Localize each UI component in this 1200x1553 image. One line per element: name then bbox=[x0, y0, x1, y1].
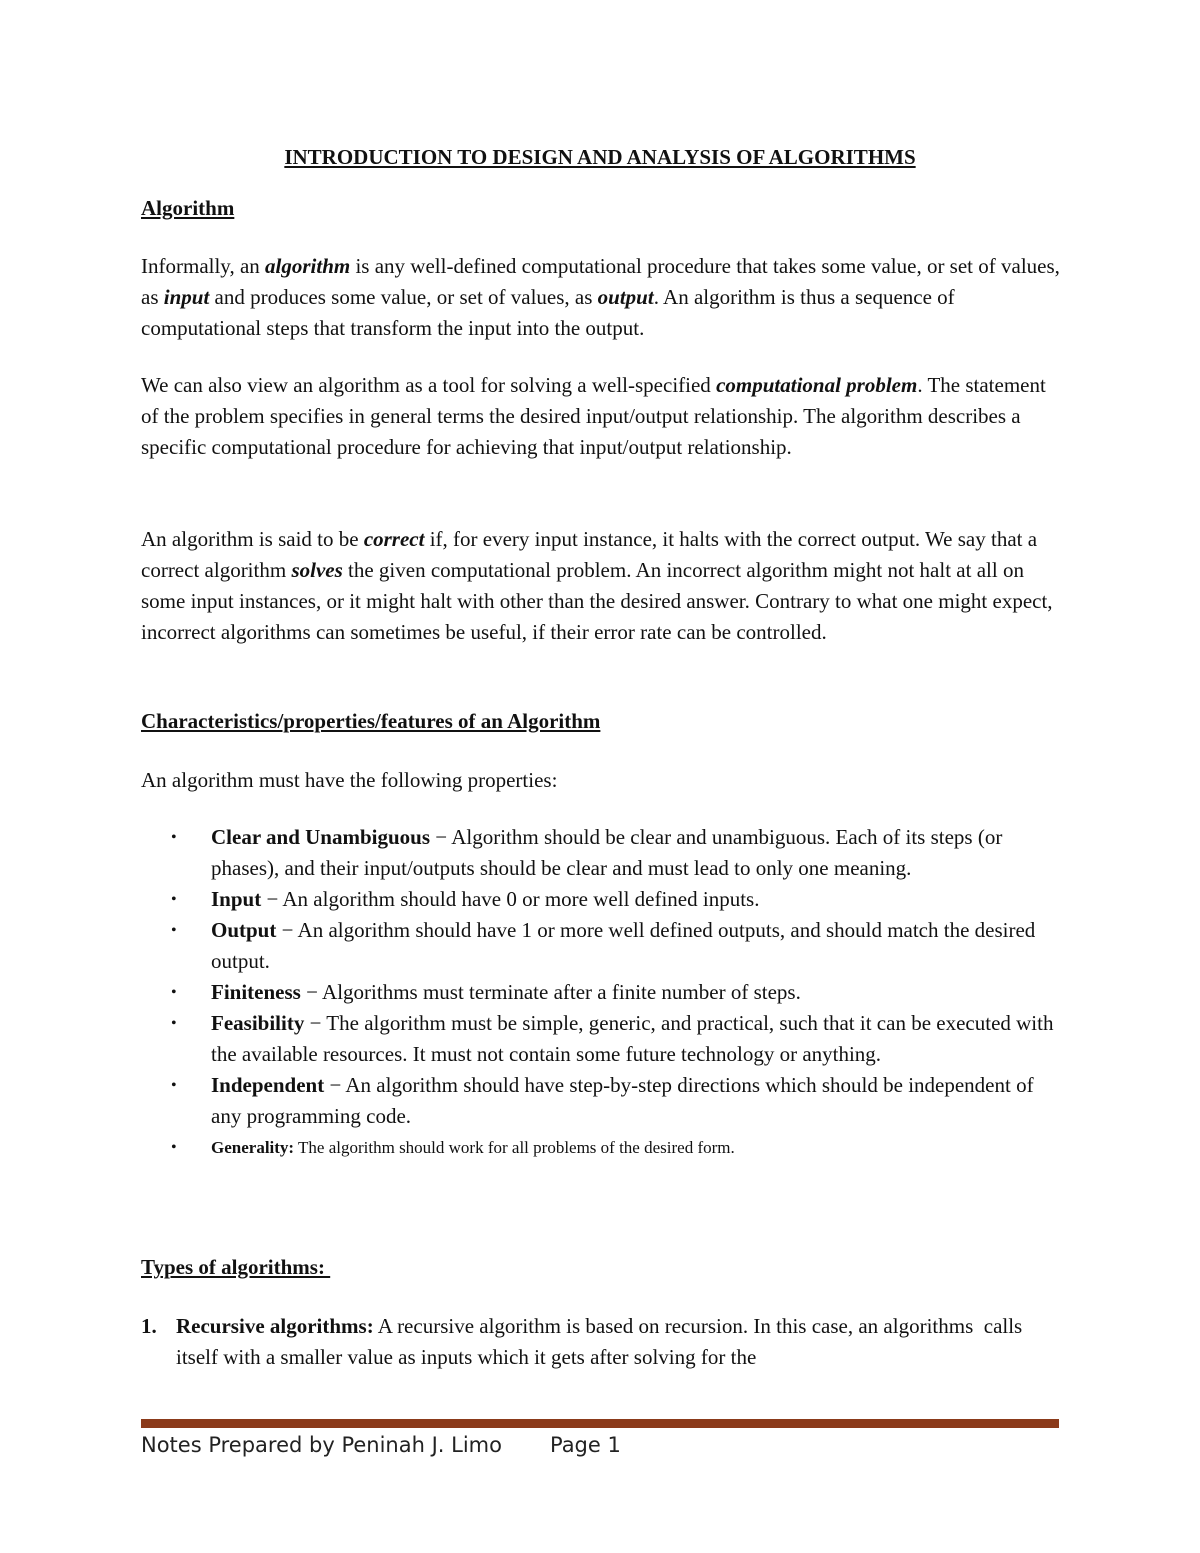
paragraph-computational-problem bbox=[141, 370, 1061, 463]
property-term: Clear and Unambiguous bbox=[211, 825, 431, 849]
list-item bbox=[141, 822, 1061, 884]
property-term: Independent bbox=[211, 1073, 325, 1097]
term-algorithm: algorithm bbox=[265, 254, 351, 278]
paragraph-correctness bbox=[141, 524, 1061, 648]
property-term: Output bbox=[211, 918, 277, 942]
property-text: − An algorithm should have step-by-step directions which should be independent of any programming code. bbox=[211, 1073, 1034, 1128]
paragraph-definition bbox=[141, 251, 1061, 344]
property-term: Feasibility bbox=[211, 1011, 305, 1035]
section-types bbox=[141, 1252, 1061, 1283]
property-term: Generality: bbox=[211, 1138, 295, 1157]
text-run: and produces some value, or set of values, as bbox=[209, 285, 598, 309]
section-algorithm bbox=[141, 193, 1061, 224]
bullet-icon: • bbox=[171, 829, 177, 846]
property-text: − Algorithms must terminate after a finite number of steps. bbox=[300, 980, 801, 1004]
property-text: − An algorithm should have 0 or more well defined inputs. bbox=[261, 887, 760, 911]
bullet-icon: • bbox=[171, 891, 177, 908]
list-item bbox=[141, 1070, 1061, 1132]
bullet-icon: • bbox=[171, 1077, 177, 1094]
term-correct: correct bbox=[363, 527, 425, 551]
text-run: We can also view an algorithm as a tool for solving a well-specified bbox=[141, 373, 717, 397]
footer-author: Notes Prepared by Peninah J. Limo bbox=[141, 1433, 502, 1457]
text-run: is any well-defined computational procedure that takes some value, or set of values, as bbox=[141, 254, 1060, 309]
list-item bbox=[141, 1311, 1061, 1373]
page-title: INTRODUCTION TO DESIGN AND ANALYSIS OF ALGORITHMS bbox=[284, 145, 916, 169]
types-list bbox=[141, 1311, 1061, 1373]
properties-intro bbox=[141, 765, 1061, 796]
text-run: An algorithm is said to be bbox=[141, 527, 364, 551]
section-heading: Algorithm bbox=[141, 196, 235, 220]
bullet-icon: • bbox=[171, 1139, 177, 1156]
section-heading: Types of algorithms: bbox=[141, 1255, 331, 1279]
text-run: Informally, an bbox=[141, 254, 266, 278]
term-computational-problem: computational problem bbox=[716, 373, 918, 397]
bullet-icon: • bbox=[171, 1015, 177, 1032]
page-footer bbox=[141, 1430, 621, 1461]
list-item bbox=[141, 977, 1061, 1008]
list-item bbox=[141, 1008, 1061, 1070]
footer-rule bbox=[141, 1419, 1059, 1428]
property-text: − The algorithm must be simple, generic, and practical, such that it can be executed with the available resources. It must not contain some future technology or anything. bbox=[211, 1011, 1054, 1066]
list-item bbox=[141, 915, 1061, 977]
property-term: Finiteness bbox=[211, 980, 301, 1004]
type-text: A recursive algorithm is based on recursion. In this case, an algorithms calls itself with a smaller value as inputs which it gets after solving for the bbox=[176, 1314, 1028, 1369]
list-item bbox=[141, 1132, 1061, 1163]
term-input: input bbox=[163, 285, 210, 309]
term-solves: solves bbox=[291, 558, 343, 582]
property-term: Input bbox=[211, 887, 262, 911]
section-heading: Characteristics/properties/features of an Algorithm bbox=[141, 709, 601, 733]
intro-text: An algorithm must have the following properties: bbox=[141, 768, 558, 792]
property-text: − Algorithm should be clear and unambiguous. Each of its steps (or phases), and their input/outputs should be clear and must lead to only one meaning. bbox=[211, 825, 1003, 880]
item-number: 1. bbox=[141, 1314, 157, 1338]
properties-list bbox=[141, 822, 1061, 1163]
property-text: The algorithm should work for all problems of the desired form. bbox=[294, 1138, 735, 1157]
term-output: output bbox=[597, 285, 654, 309]
bullet-icon: • bbox=[171, 984, 177, 1001]
list-item bbox=[141, 884, 1061, 915]
text-run: if, for every input instance, it halts with the correct output. We say that a correct algorithm bbox=[141, 527, 1038, 582]
section-characteristics bbox=[141, 706, 1061, 737]
property-text: − An algorithm should have 1 or more well defined outputs, and should match the desired output. bbox=[211, 918, 1036, 973]
page-number: Page 1 bbox=[549, 1433, 621, 1457]
text-run: . An algorithm is thus a sequence of computational steps that transform the input into the output. bbox=[141, 285, 955, 340]
text-run: the given computational problem. An incorrect algorithm might not halt at all on some input instances, or it might halt with other than the desired answer. Contrary to what one might expect, incorrect algorithms can sometimes be useful, if their error rate can be controlled. bbox=[141, 558, 1053, 644]
bullet-icon: • bbox=[171, 922, 177, 939]
text-run: . The statement of the problem specifies in general terms the desired input/output relationship. The algorithm describes a specific computational procedure for achieving that input/output relationship. bbox=[141, 373, 1046, 459]
type-term: Recursive algorithms: bbox=[176, 1314, 374, 1338]
